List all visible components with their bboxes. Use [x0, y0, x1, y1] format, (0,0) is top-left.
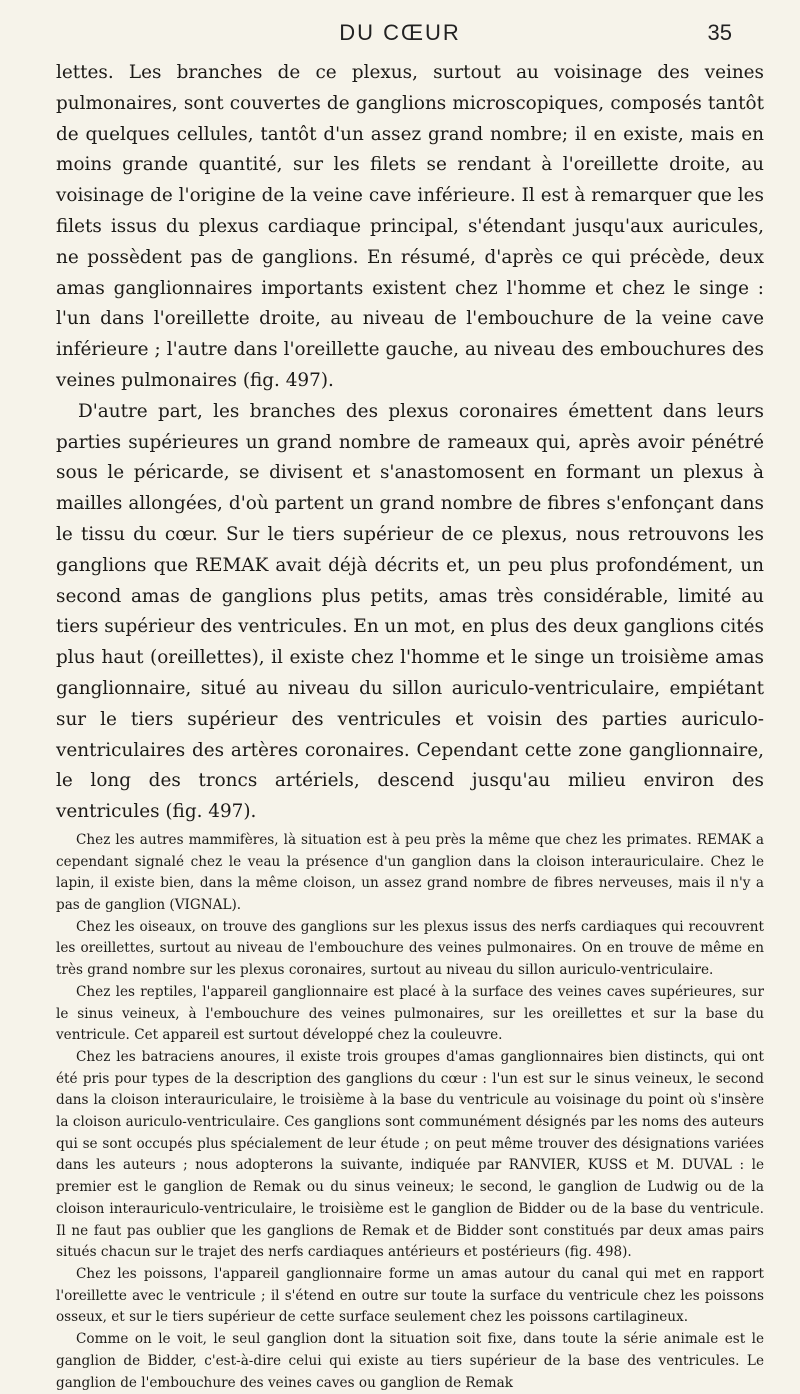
paragraph-2: D'autre part, les branches des plexus coronaires émettent dans leurs parties supérieures un grand nombre de rameaux qui, après avoir pénétré sous le péricarde, se divisent et s'anastomosent en formant un plexus à mailles allongées, d'où partent un grand nombre de fibres s'enfonçant dans le tissu du cœur. Sur le tiers supérieur de ce plexus, nous retrouvons les ganglions que REMAK avait déjà décrits et, un peu plus profondément, un second amas de ganglions plus petits, amas très considérable, limité au tiers supérieur des ventricules. En un mot, en plus des deux ganglions cités plus haut (oreillettes), il existe chez l'homme et le singe un troisième amas ganglionnaire, situé au niveau du sillon auriculo-ventriculaire, empiétant sur le tiers supérieur des ventricules et voisin des parties auriculo-ventriculaires des artères coronaires. Cependant cette zone ganglionnaire, le long des troncs artériels, descend jusqu'au milieu environ des ventricules (fig. 497).: [56, 400, 764, 823]
body-text: [56, 58, 764, 1394]
paragraph-1: lettes. Les branches de ce plexus, surtout au voisinage des veines pulmonaires, sont couvertes de ganglions microscopiques, composés tantôt de quelques cellules, tantôt d'un assez grand nombre; il en existe, mais en moins grande quantité, sur les filets se rendant à l'oreillette droite, au voisinage de l'origine de la veine cave inférieure. Il est à remarquer que les filets issus du plexus cardiaque principal, s'étendant jusqu'aux auricules, ne possèdent pas de ganglions. En résumé, d'après ce qui précède, deux amas ganglionnaires importants existent chez l'homme et chez le singe : l'un dans l'oreillette droite, au niveau de l'embouchure de la veine cave inférieure ; l'autre dans l'oreillette gauche, au niveau des embouchures des veines pulmonaires (fig. 497).: [56, 62, 764, 391]
small-print-notes: [56, 830, 764, 1394]
note-mammiferes: Chez les autres mammifères, là situation est à peu près la même que chez les primates. REMAK a cependant signalé chez le veau la présence d'un ganglion dans la cloison interauriculaire. Chez le lapin, il existe bien, dans la même cloison, un assez grand nombre de fibres nerveuses, mais il n'y a pas de ganglion (VIGNAL).: [56, 831, 764, 914]
running-head: [0, 20, 800, 50]
note-conclusion: Comme on le voit, le seul ganglion dont la situation soit fixe, dans toute la série animale est le ganglion de Bidder, c'est-à-dire celui qui existe au tiers supérieur de la base des ventricules. Le ganglion de l'embouchure des veines caves ou ganglion de Remak: [56, 1331, 764, 1391]
page-number: 35: [707, 20, 732, 45]
running-title: DU CŒUR: [339, 20, 461, 45]
note-reptiles: Chez les reptiles, l'appareil ganglionnaire est placé à la surface des veines caves supérieures, sur le sinus veineux, à l'embouchure des veines pulmonaires, sur les oreillettes et sur la base du ventricule. Cet appareil est surtout développé chez la couleuvre.: [56, 983, 764, 1044]
note-poissons: Chez les poissons, l'appareil ganglionnaire forme un amas autour du canal qui met en rapport l'oreillette avec le ventricule ; il s'étend en outre sur toute la surface du ventricule chez les poissons osseux, et sur le tiers supérieur de cette surface seulement chez les poissons cartilagineux.: [56, 1265, 764, 1326]
note-batraciens: Chez les batraciens anoures, il existe trois groupes d'amas ganglionnaires bien distincts, qui ont été pris pour types de la description des ganglions du cœur : l'un est sur le sinus veineux, le second dans la cloison interauriculaire, le troisième à la base du ventricule au voisinage du point où s'insère la cloison auriculo-ventriculaire. Ces ganglions sont communément désignés par les noms des auteurs qui se sont occupés plus spécialement de leur étude ; on peut même trouver des désignations variées dans les auteurs ; nous adopterons la suivante, indiquée par RANVIER, KUSS et M. DUVAL : le premier est le ganglion de Remak ou du sinus veineux; le second, le ganglion de Ludwig ou de la cloison interauriculo-ventriculaire, le troisième est le ganglion de Bidder ou de la base du ventricule. Il ne faut pas oublier que les ganglions de Remak et de Bidder sont constitués par deux amas pairs situés chacun sur le trajet des nerfs cardiaques antérieurs et postérieurs (fig. 498).: [56, 1048, 764, 1261]
note-oiseaux: Chez les oiseaux, on trouve des ganglions sur les plexus issus des nerfs cardiaques qui recouvrent les oreillettes, surtout au niveau de l'embouchure des veines pulmonaires. On en trouve de même en très grand nombre sur les plexus coronaires, surtout au niveau du sillon auriculo-ventriculaire.: [56, 918, 764, 979]
